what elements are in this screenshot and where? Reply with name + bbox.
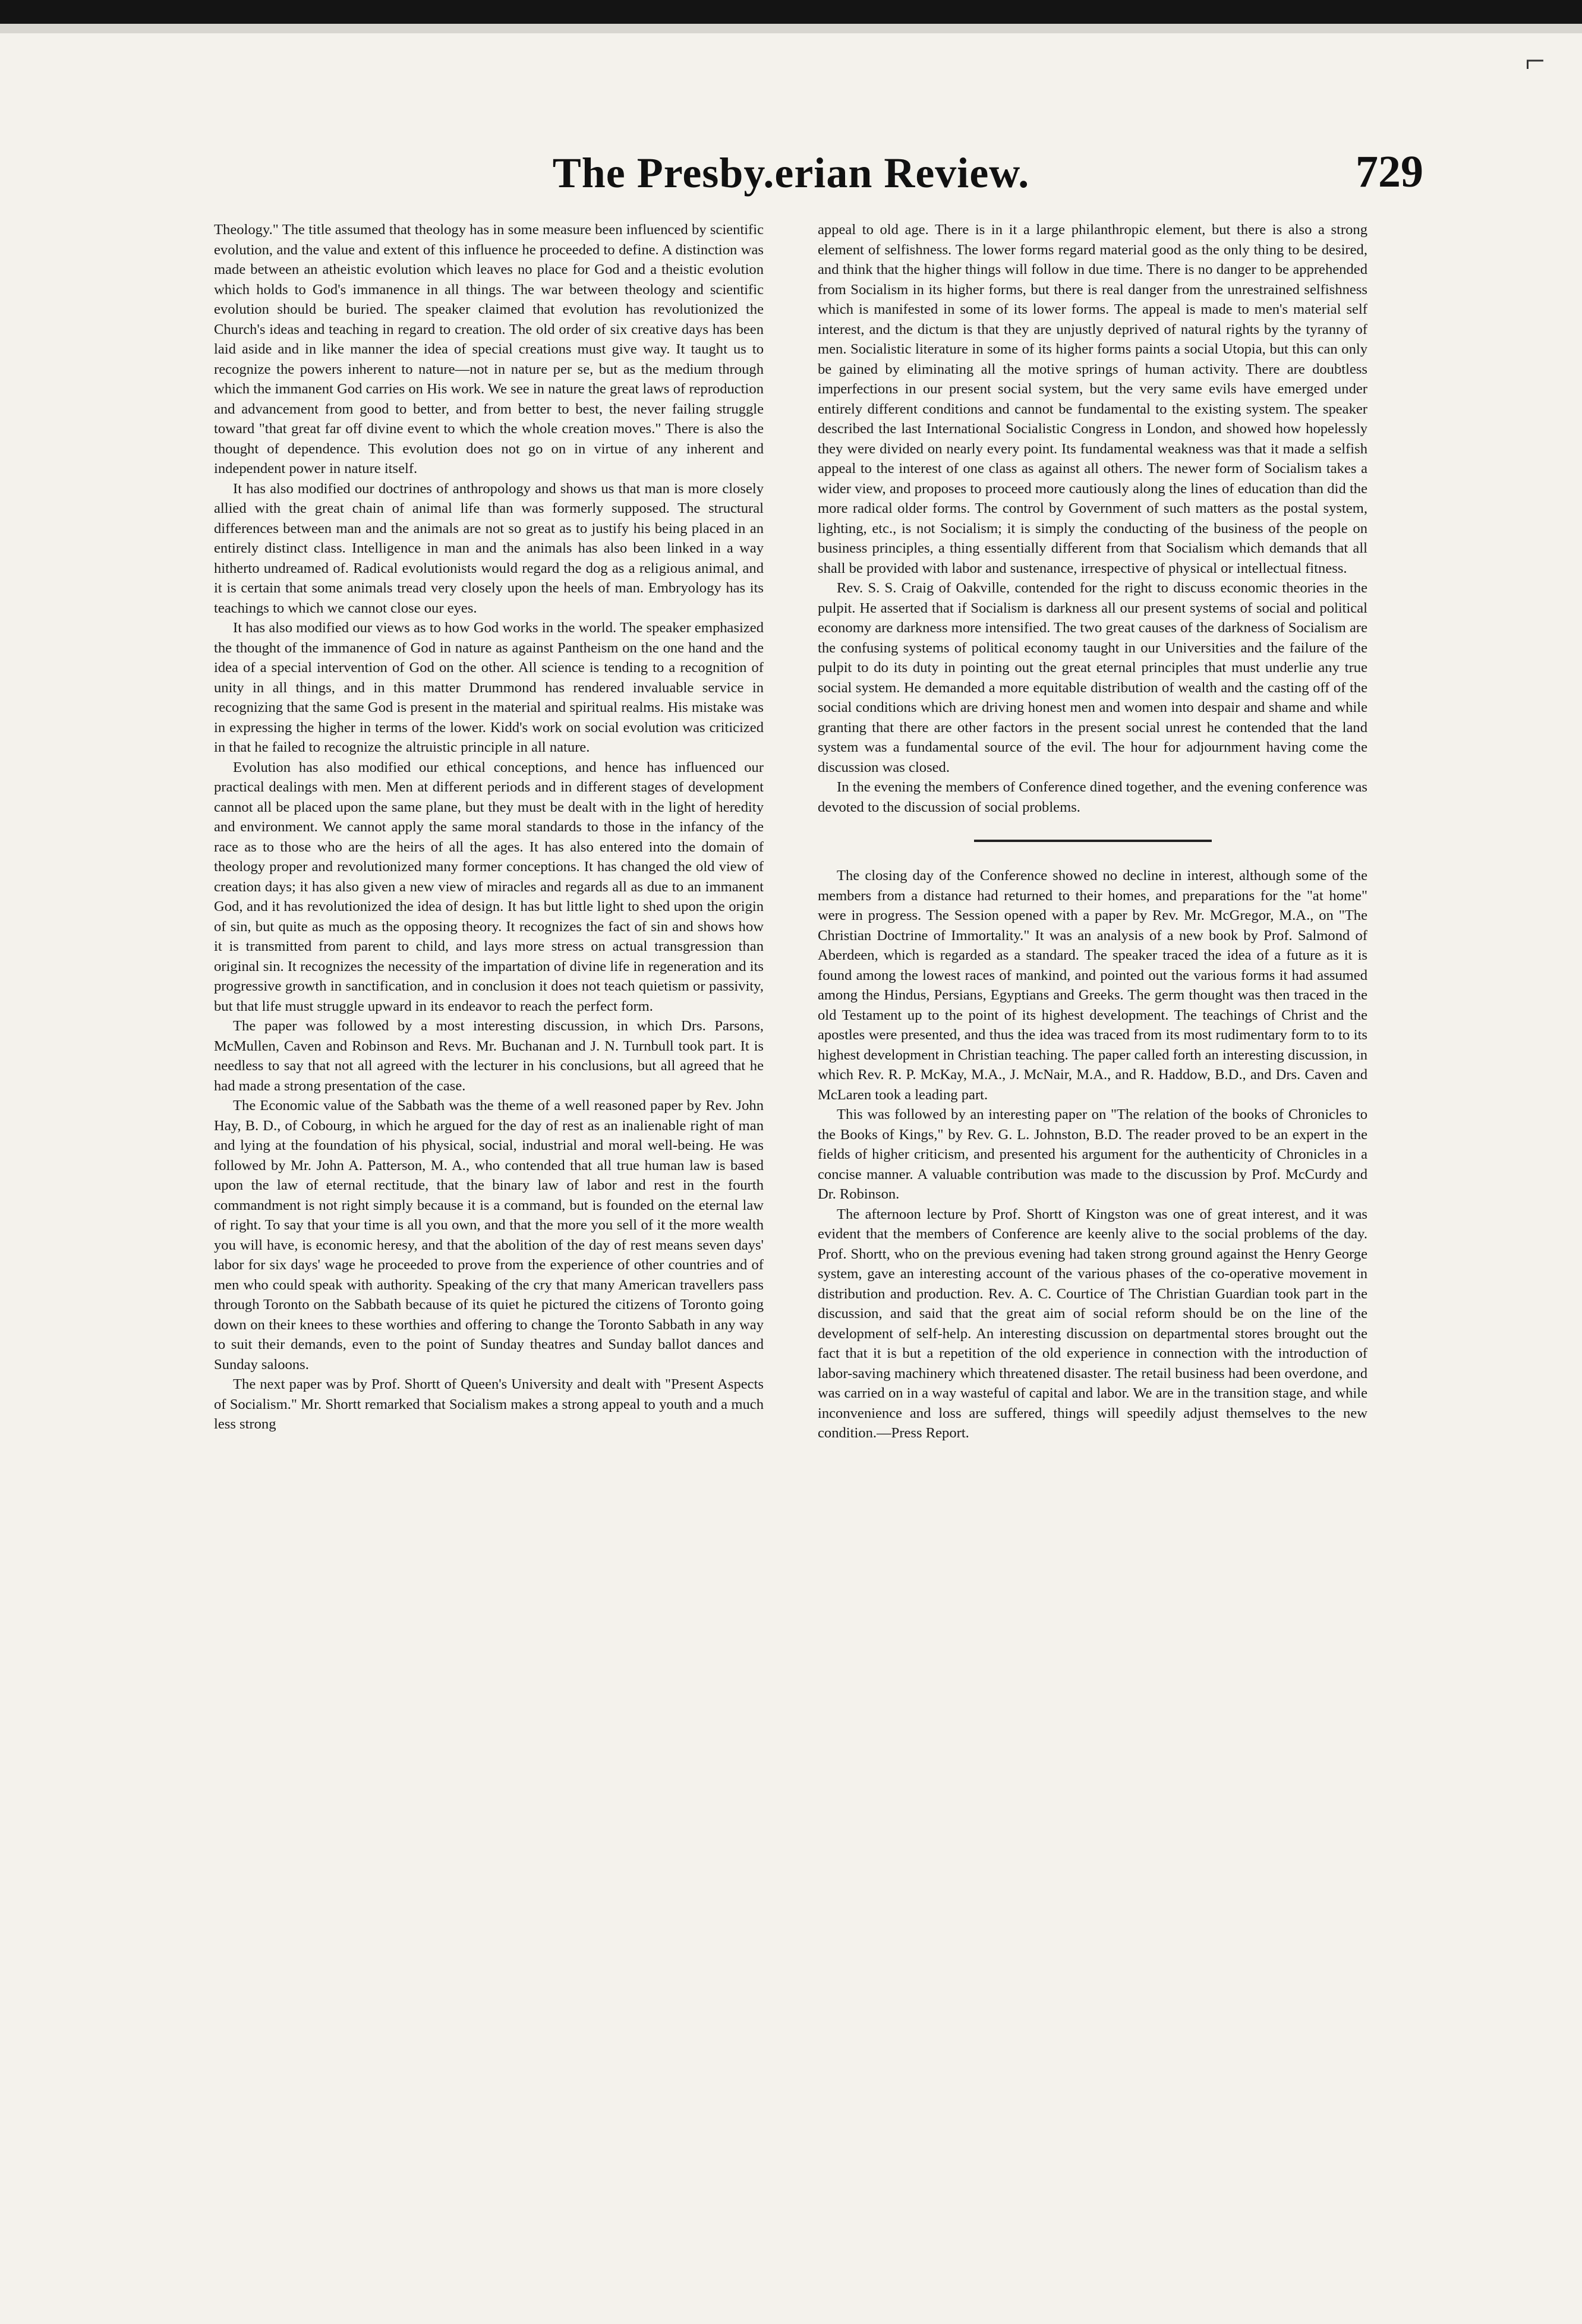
page-number: 729 xyxy=(1356,147,1423,197)
right-paragraph: This was followed by an interesting paper on "The relation of the books of Chronicles to the Books of Kings," by Rev. G. L. Johnston, B.D. The reader proved to be an expert in the fields of higher criticism, and presented his argument for the authenticity of Chronicles in a concise manner. A valuable contribution was made to the discussion by Prof. McCurdy and Dr. Robinson. xyxy=(818,1106,1367,1202)
top-border-edge xyxy=(0,24,1582,33)
margin-mark: ⌐ xyxy=(1525,41,1545,80)
left-paragraph: The Economic value of the Sabbath was the theme of a well reasoned paper by Rev. John Hay, B. D., of Cobourg, in which he argued for the day of rest as an inalienable right of man and lying at the foundation of his physical, social, industrial and moral well-being. He was followed by Mr. John A. Patterson, M. A., who contended that all true human law is based upon the law of eternal rectitude, that the binary law of labor and rest in the fourth commandment is not right simply because it is a command, but is founded on the eternal law of right. To say that your time is all you own, and that the more you sell of it the more wealth you will have, is economic heresy, and that the abolition of the day of rest means seven days' labor for six days' wage he proceeded to prove from the experience of other countries and of men who could speak with authority. Speaking of the cry that many American travellers pass through Toronto on the Sabbath because of its quiet he pictured the citizens of Toronto going down on their knees to these worthies and offering to change the Toronto Sabbath in any way to suit their demands, even to the point of Sunday theatres and Sunday ballot dances and Sunday saloons. xyxy=(214,1098,764,1373)
right-paragraph: appeal to old age. There is in it a large philanthropic element, but there is also a strong element of selfishness. The lower forms regard material good as the only thing to be desired, and think that the higher things will follow in due time. There is no danger to be apprehended from Socialism in its higher forms, but there is real danger from the unrestrained selfishness which is manifested in some of its lower forms. The appeal is made to men's material self interest, and the dictum is that they are unjustly deprived of natural rights by the tyranny of men. Socialistic literature in some of its higher forms paints a social Utopia, but this can only be gained by eliminating all the motive springs of human activity. There are doubtless imperfections in our present social system, but the very same evils have emerged under entirely different conditions and cannot be fundamental to the existing system. The speaker described the last International Socialistic Congress in London, and showed how hopelessly they were divided on nearly every point. Its fundamental weakness was that it made a selfish appeal to the interest of one class as against all others. The newer form of Socialism takes a wider view, and proposes to proceed more cautiously along the lines of education than did the more radical older forms. The control by Government of such matters as the postal system, lighting, etc., is not Socialism; it is simply the conducting of the business of the people on business principles, a thing essentially different from that Socialism which demands that all shall be provided with labor and sustenance, irrespective of physical or intellectual fitness. xyxy=(818,222,1367,576)
left-paragraph: Theology." The title assumed that theology has in some measure been influenced by scientific evolution, and the value and extent of this influence he proceeded to define. A distinction was made between an atheistic evolution which leaves no place for God and a theistic evolution which holds to God's immanence in all things. The war between theology and scientific evolution should be buried. The speaker claimed that evolution has revolutionized the Church's ideas and teaching in regard to creation. The old order of six creative days has been laid aside and in like manner the idea of special creations must give way. It taught us to recognize the powers inherent to nature—not in nature per se, but as the medium through which the immanent God carries on His work. We see in nature the great laws of reproduction and advancement from good to better, and from better to best, the never failing struggle toward "that great far off divine event to which the whole creation moves." There is also the thought of dependence. This evolution does not go on in virtue of any inherent and independent power in nature itself. xyxy=(214,222,764,477)
left-paragraph: It has also modified our views as to how God works in the world. The speaker emphasized the thought of the immanence of God in nature as against Pantheism on the one hand and the idea of a special intervention of God on the other. All science is tending to a recognition of unity in all things, and in this matter Drummond has rendered invaluable service in recognizing that the same God is present in the material and spiritual realms. His mistake was in expressing the higher in terms of the lower. Kidd's work on social evolution was criticized in that he failed to recognize the altruistic principle in all nature. xyxy=(214,620,764,755)
left-paragraph: The next paper was by Prof. Shortt of Queen's University and dealt with "Present Aspects of Socialism." Mr. Shortt remarked that Socialism makes a strong appeal to youth and a much less strong xyxy=(214,1376,764,1432)
left-paragraph: It has also modified our doctrines of anthropology and shows us that man is more closely allied with the great chain of animal life than was formerly supposed. The structural differences between man and the animals are not so great as to justify his being placed in an entirely distinct class. Intelligence in man and the animals has also been linked in a way hitherto undreamed of. Radical evolutionists would regard the dog as a religious animal, and it is certain that some animals tread very closely upon the heels of man. Embryology has its teachings to which we cannot close our eyes. xyxy=(214,480,764,616)
left-paragraph: The paper was followed by a most interesting discussion, in which Drs. Parsons, McMullen, Caven and Robinson and Revs. Mr. Buchanan and J. N. Turnbull took part. It is needless to say that not all agreed with the lecturer in his conclusions, but all agreed that he had made a strong presentation of the case. xyxy=(214,1018,764,1094)
left-paragraph: Evolution has also modified our ethical conceptions, and hence has influenced our practical dealings with men. Men at different periods and in different stages of development cannot all be placed upon the same plane, but they must be dealt with in the light of heredity and environment. We cannot apply the same moral standards to those in the infancy of the race as to those who are the heirs of all the ages. It has also entered into the domain of theology proper and revolutionized many former conceptions. It has changed the old view of creation days; it has also given a new view of miracles and regards all as due to an immanent God, and it has revolutionized the idea of design. It has but little light to shed upon the origin of sin, but quite as much as the opposing theory. It recognizes the fact of sin and shows how it is transmitted from parent to child, and lays more stress on actual transgression than original sin. It recognizes the necessity of the impartation of divine life in regeneration and its progressive growth in sanctification, and in conclusion it does not teach quietism or passivity, but that life must struggle upward in its endeavor to reach the perfect form. xyxy=(214,759,764,1014)
section-divider-rule xyxy=(974,840,1212,842)
right-paragraph: The afternoon lecture by Prof. Shortt of Kingston was one of great interest, and it was evident that the members of Conference are keenly alive to the social problems of the day. Prof. Shortt, who on the previous evening had taken strong ground against the Henry George system, gave an interesting account of the various phases of the co-operative movement in distribution and production. Rev. A. C. Courtice of The Christian Guardian took part in the discussion, and said that the great aim of social reform should be on the line of the development of self-help. An interesting discussion on departmental stores brought out the fact that it is but a repetition of the old experience in connection with the introduction of labor-saving machinery which threatened disaster. The retail business had been overdone, and was carried on in a way wasteful of capital and labor. We are in the transition stage, and while inconvenience and loss are suffered, things will speedily adjust themselves to the new condition.—Press Report. xyxy=(818,1206,1367,1441)
top-border-rule xyxy=(0,0,1582,24)
right-paragraph: In the evening the members of Conference dined together, and the evening conference was devoted to the discussion of social problems. xyxy=(818,779,1367,815)
right-paragraph: Rev. S. S. Craig of Oakville, contended for the right to discuss economic theories in the pulpit. He asserted that if Socialism is darkness all our present systems of social and political economy are darkness more intensified. The two great causes of the darkness of Socialism are the confusing systems of political economy taught in our Universities and the failure of the pulpit to do its duty in pointing out the great eternal principles that must underlie any true social system. He demanded a more equitable distribution of wealth and the casting off of the social conditions which are driving honest men and women into despair and shame and while granting that there are other factors in the present social unrest he contended that the land system was a fundamental source of the evil. The hour for adjournment having come the discussion was closed. xyxy=(818,580,1367,775)
right-column xyxy=(818,220,1367,2300)
right-paragraph: The closing day of the Conference showed no decline in interest, although some of the members from a distance had returned to their homes, and preparations for the "at home" were in progress. The Session opened with a paper by Rev. Mr. McGregor, M.A., on "The Christian Doctrine of Immortality." It was an analysis of a new book by Prof. Salmond of Aberdeen, which is regarded as a standard. The speaker traced the idea of a future as it is found among the lowest races of mankind, and pointed out the various forms it had assumed among the Hindus, Persians, Egyptians and Greeks. The germ thought was then traced in the old Testament up to the point of its highest development. The teachings of Christ and the apostles were presented, and thus the idea was traced from its most rudimentary form to to its highest development in Christian teaching. The paper called forth an interesting discussion, in which Rev. R. P. McKay, M.A., J. McNair, M.A., and R. Haddow, B.D., and Drs. Caven and McLaren took a leading part. xyxy=(818,868,1367,1103)
left-column xyxy=(214,220,764,2300)
page-header-title: The Presby.erian Review. xyxy=(552,149,1030,197)
